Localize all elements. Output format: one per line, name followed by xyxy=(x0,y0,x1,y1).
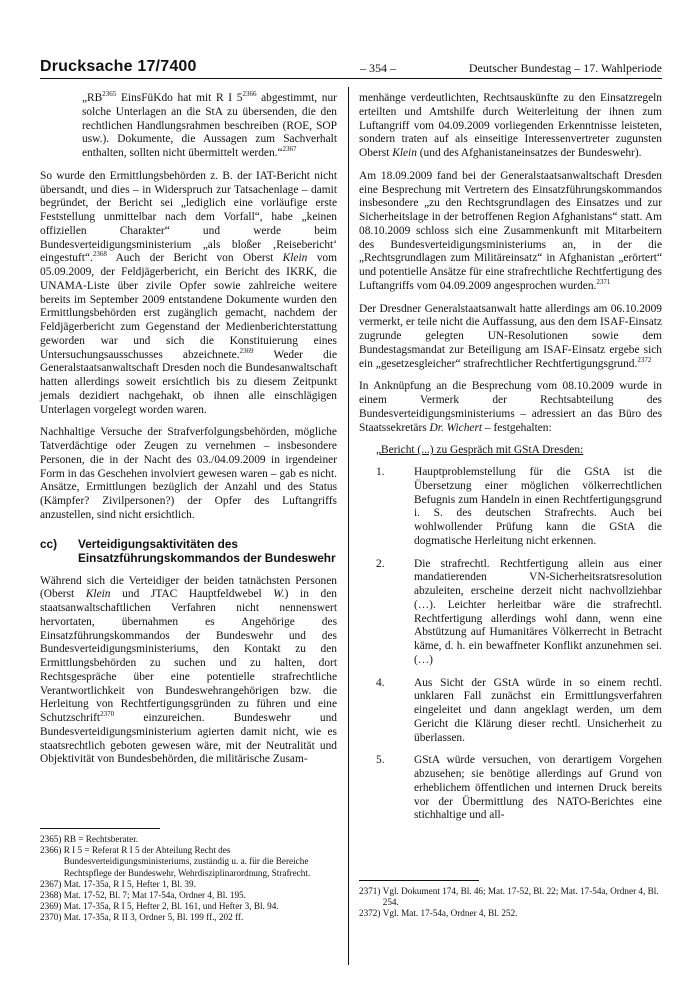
footnote-number: 2372) xyxy=(359,908,381,919)
section-number: cc) xyxy=(40,536,58,551)
text: – festgehalten: xyxy=(482,421,552,434)
body-paragraph: Nachhaltige Versuche der Strafverfolgungsbehörden, mögliche Tatverdächtige oder Zeugen zu vernehmen – insbesondere Personen, die in der Nacht des 03./04.09.2009 in irgendeiner Form in das Geschehen involviert gewesen waren – gab es nicht. Ansätze, Ermittlungen bezüglich der Anzahl und des Status (Kämpfer? Zivilpersonen?) der Opfer des Luftangriffs anzustellen, sind nicht ersichtlich. xyxy=(40,426,337,521)
list-item xyxy=(359,558,662,668)
footnote xyxy=(40,901,337,912)
footnote-ref: 2371 xyxy=(596,277,611,286)
text: Auch der Bericht von Oberst xyxy=(106,252,283,265)
footnote-text: R I 5 = Referat R I 5 der Abteilung Recht des Bundesverteidigungsministeriums, zuständig u. a. für die Bereiche Rechtspflege der Bundeswehr, Wehrdisziplinarordnung, Strafrecht. xyxy=(63,845,311,878)
footnote xyxy=(40,890,337,901)
footnote-ref: 2366 xyxy=(242,90,257,98)
text: vom 05.09.2009, der Feldjägerbericht, ein Bericht des IKRK, die UNAMA-Liste über zivile Opfer sowie zahlreiche weitere bereits im September 2009 entstandene Dokumente wurden den Ermittlungsbehörden erst zugänglich gemacht, nachdem der Feldjägerbericht zum Gegenstand der Medienberichterstattung geworden war und sich die Konstituierung eines Untersuchungsausschusses abzeichnete. xyxy=(40,252,337,361)
publisher-title: Deutscher Bundestag – 17. Wahlperiode xyxy=(468,61,662,75)
footnote xyxy=(40,845,337,879)
footnote-rule xyxy=(40,828,160,829)
text: EinsFüKdo hat mit R I 5 xyxy=(116,92,243,104)
footnote-ref: 2365 xyxy=(102,90,117,98)
footnote-text: Mat. 17-52, Bl. 7; Mat 17-54a, Ordner 4, Bl. 195. xyxy=(63,890,246,901)
document-number-value: 7400 xyxy=(160,58,197,75)
page-header xyxy=(40,58,662,78)
footnote-text: Mat. 17-35a, R II 3, Ordner 5, Bl. 199 ff., 202 ff. xyxy=(63,912,244,923)
footnote-number: 2371) xyxy=(359,886,381,896)
header-rule xyxy=(40,78,662,79)
list-number: 4. xyxy=(376,676,385,689)
footnote-rule xyxy=(359,880,479,881)
list-text: Die strafrechtl. Rechtfertigung allein aus einer mandatierenden VN-Sicherheitsratsresolution abzuleiten, erscheine derzeit nicht nachvollziehbar (…). Leichter herleitbar wäre die strafrechtl. Rechtfertigung allerdings wohl dann, wenn eine Abstützung auf Humanitäres Völkerrecht in Betracht käme, d. h. ein bewaffneter Konflikt anzunehmen sei. (…) xyxy=(414,557,662,666)
page-number: – 354 – xyxy=(360,61,396,75)
document-number-prefix: Drucksache 17/ xyxy=(40,58,161,75)
footnote xyxy=(359,886,662,908)
list-text: Hauptproblemstellung für die GStA ist die Übersetzung einer möglichen völkerrechtlichen Befugnis zum Handeln in einen Rechtfertigungsgrund i. S. des deutschen Strafrechts. Auch bei wohlwollender Prüfung kann die GStA die dogmatische Herleitung nicht erkennen. xyxy=(414,466,662,547)
footnote-number: 2366) xyxy=(40,845,62,856)
list-number: 5. xyxy=(376,754,385,767)
footnote-ref: 2369 xyxy=(239,346,254,355)
footnote-text: Mat. 17-35a, R I 5, Hefter 2, Bl. 161, und Hefter 3, Bl. 94. xyxy=(63,901,279,912)
text: abgestimmt, nur solche Unterlagen an die StA zu übersenden, die den rechtlichen Handlungsrahmen beschreiben (ROE, SOP usw.). Dokumente, die Aussagen zum Sachverhalt enthalten, sollten nicht übermittelt werden.“ xyxy=(82,92,337,159)
text: Weder die Generalstaatsanwaltschaft Dresden noch die Bundesanwaltschaft hatten allerdings soweit ersichtlich bis zu diesem Zeitpunkt jemals dezidiert nachgehakt, ob ihnen alle einschlägigen Unterlagen vorgelegt worden waren. xyxy=(40,348,337,416)
person-name: Klein xyxy=(282,252,308,265)
body-paragraph xyxy=(40,575,337,768)
quote-title: „Bericht (...) zu Gespräch mit GStA Dresden: xyxy=(376,444,584,457)
list-number: 1. xyxy=(376,466,385,478)
text: Während sich die Verteidiger der beiden tatnächsten Personen (Oberst xyxy=(40,574,337,601)
text: „RB xyxy=(82,92,103,104)
list-number: 2. xyxy=(376,557,385,570)
section-title: Verteidigungsaktivitäten des Einsatzführungskommandos der Bundeswehr xyxy=(78,536,336,565)
person-name: Dr. Wichert xyxy=(429,421,483,434)
footnote-number: 2370) xyxy=(40,912,62,923)
text: ) in den staatsanwaltschaftlichen Verfahren nicht nennenswert hervortaten, übernahmen es Angehörige des Einsatzführungskommandos der Bundeswehr und des Bundesverteidigungsministeriums, den Kontakt zu den Ermittlungsbehörden zu suchen und zu halten, dort Rechtsgespräche über eine potentielle strafrechtliche Verantwortlichkeit von Bundeswehrangehörigen bzw. die Herleitung von Rechtfertigungsgründen zu führen und eine Schutzschrift xyxy=(40,588,337,724)
footnote-ref: 2368 xyxy=(92,250,107,259)
body-paragraph xyxy=(359,380,662,435)
person-name: W. xyxy=(273,588,285,601)
text: So wurde den Ermittlungsbehörden z. B. der IAT-Bericht nicht übersandt, und dies – in Widerspruch zur Tatsachenlage – damit begründet, der Bericht sei „lediglich eine vorläufige erste Feststellung unmittelbar nach dem Vorfall“, habe „keinen offiziellen Charakter“ und werde beim Bundesverteidigungsministerium „als bloßer ‚Reisebericht‘ eingestuft“. xyxy=(40,169,337,265)
footnote-ref: 2372 xyxy=(637,355,652,364)
person-name: Klein xyxy=(85,588,111,601)
footnote xyxy=(40,879,337,890)
text: In Anknüpfung an die Besprechung vom 08.10.2009 wurde in einem Vermerk der Rechtsabteilung des Bundesverteidigungsministeriums – adressiert an das Büro des Staatssekretärs xyxy=(359,380,662,434)
text: einzureichen. Bundeswehr und Bundesverteidigungsministerium agierten damit nicht, wie es staatsrechtlich geboten gewesen wäre, mit der Neutralität und Objektivität von Bundesbehörden, die militärische Zusam- xyxy=(40,712,337,766)
right-column xyxy=(359,92,662,832)
list-item xyxy=(359,677,662,746)
text: und JTAC Hauptfeldwebel xyxy=(110,588,274,601)
footnote-number: 2369) xyxy=(40,901,62,912)
body-paragraph xyxy=(359,170,662,294)
footnote-text: Vgl. Dokument 174, Bl. 46; Mat. 17-52, Bl. 22; Mat. 17-54a, Ordner 4, Bl. 254. xyxy=(382,886,659,908)
list-item xyxy=(359,466,662,549)
numbered-list xyxy=(359,466,662,823)
footnote xyxy=(40,912,337,923)
body-paragraph xyxy=(359,303,662,372)
text: Am 18.09.2009 fand bei der Generalstaatsanwaltschaft Dresden eine Besprechung mit Vertretern des Einsatzführungskommandos insbesondere „zu den Rechtsgrundlagen des Einsatzes und zur Sicherheitslage in der betroffenen Region Afghanistans“ statt. Am 08.10.2009 schloss sich eine Zusammenkunft mit Mitarbeitern des Bundesverteidigungsministeriums an, in der die „Rechtsgrundlagen zum Militäreinsatz“ in Afghanistan „erörtert“ und potentielle Ansätze für eine strafrechtliche Rechtfertigung des Luftangriffs vom 04.09.2009 angesprochen wurden. xyxy=(359,169,662,292)
text: (und des Afghanistaneinsatzes der Bundeswehr). xyxy=(416,147,642,159)
footnote-ref: 2367 xyxy=(282,145,297,153)
footnote-text: Mat. 17-35a, R I 5, Hefter 1, Bl. 39. xyxy=(63,878,196,889)
footnote xyxy=(40,834,337,845)
quote-paragraph xyxy=(82,92,337,161)
text: menhänge verdeutlichten, Rechtsauskünfte zu den Einsatzregeln erteilten und Amtshilfe durch Weiterleitung der ihnen zum Luftangriff vom 04.09.2009 vorliegenden Erkenntnisse leisteten, sondern traten auf als einseitige Interessenvertreter zugunsten Oberst xyxy=(359,92,662,159)
footnote-number: 2367) xyxy=(40,878,62,889)
footnote-text: Vgl. Mat. 17-54a, Ordner 4, Bl. 252. xyxy=(382,908,518,919)
text: Der Dresdner Generalstaatsanwalt hatte allerdings am 06.10.2009 vermerkt, er teile nicht die Auffassung, aus den dem ISAF-Einsatz zugrunde gelegten UN-Resolutionen sowie dem Bundestagsmandat zur Beteiligung am ISAF-Einsatz ergebe sich ein „gesetzesgleicher“ strafrechtlicher Rechtfertigungsgrund. xyxy=(359,302,662,370)
footnote-number: 2368) xyxy=(40,890,62,901)
left-column xyxy=(40,92,337,776)
footnote xyxy=(359,908,662,919)
list-item xyxy=(359,754,662,823)
list-text: Aus Sicht der GStA würde in so einem rechtl. unklaren Fall zunächst ein Ermittlungsverfahren eingeleitet und dann angeklagt werden, um dem Gericht die Klärung dieser rechtl. Unsicherheit zu überlassen. xyxy=(414,676,662,744)
footnotes-right xyxy=(359,880,662,920)
footnote-ref: 2370 xyxy=(100,710,115,718)
body-paragraph xyxy=(40,170,337,418)
list-text: GStA würde versuchen, von derartigem Vorgehen abzusehen; sie benötige allerdings auf Grund von erheblichem öffentlichen und internen Druck bereits vor der Übermittlung des NATO-Berichtes eine stichhaltige und all- xyxy=(414,754,662,822)
section-heading xyxy=(40,537,337,565)
document-number xyxy=(40,58,197,76)
person-name: Klein xyxy=(392,147,417,159)
column-divider xyxy=(348,87,349,965)
footnote-number: 2365) xyxy=(40,834,62,844)
footnotes-left xyxy=(40,828,337,924)
body-paragraph xyxy=(359,92,662,161)
footnote-text: RB = Rechtsberater. xyxy=(63,834,139,844)
